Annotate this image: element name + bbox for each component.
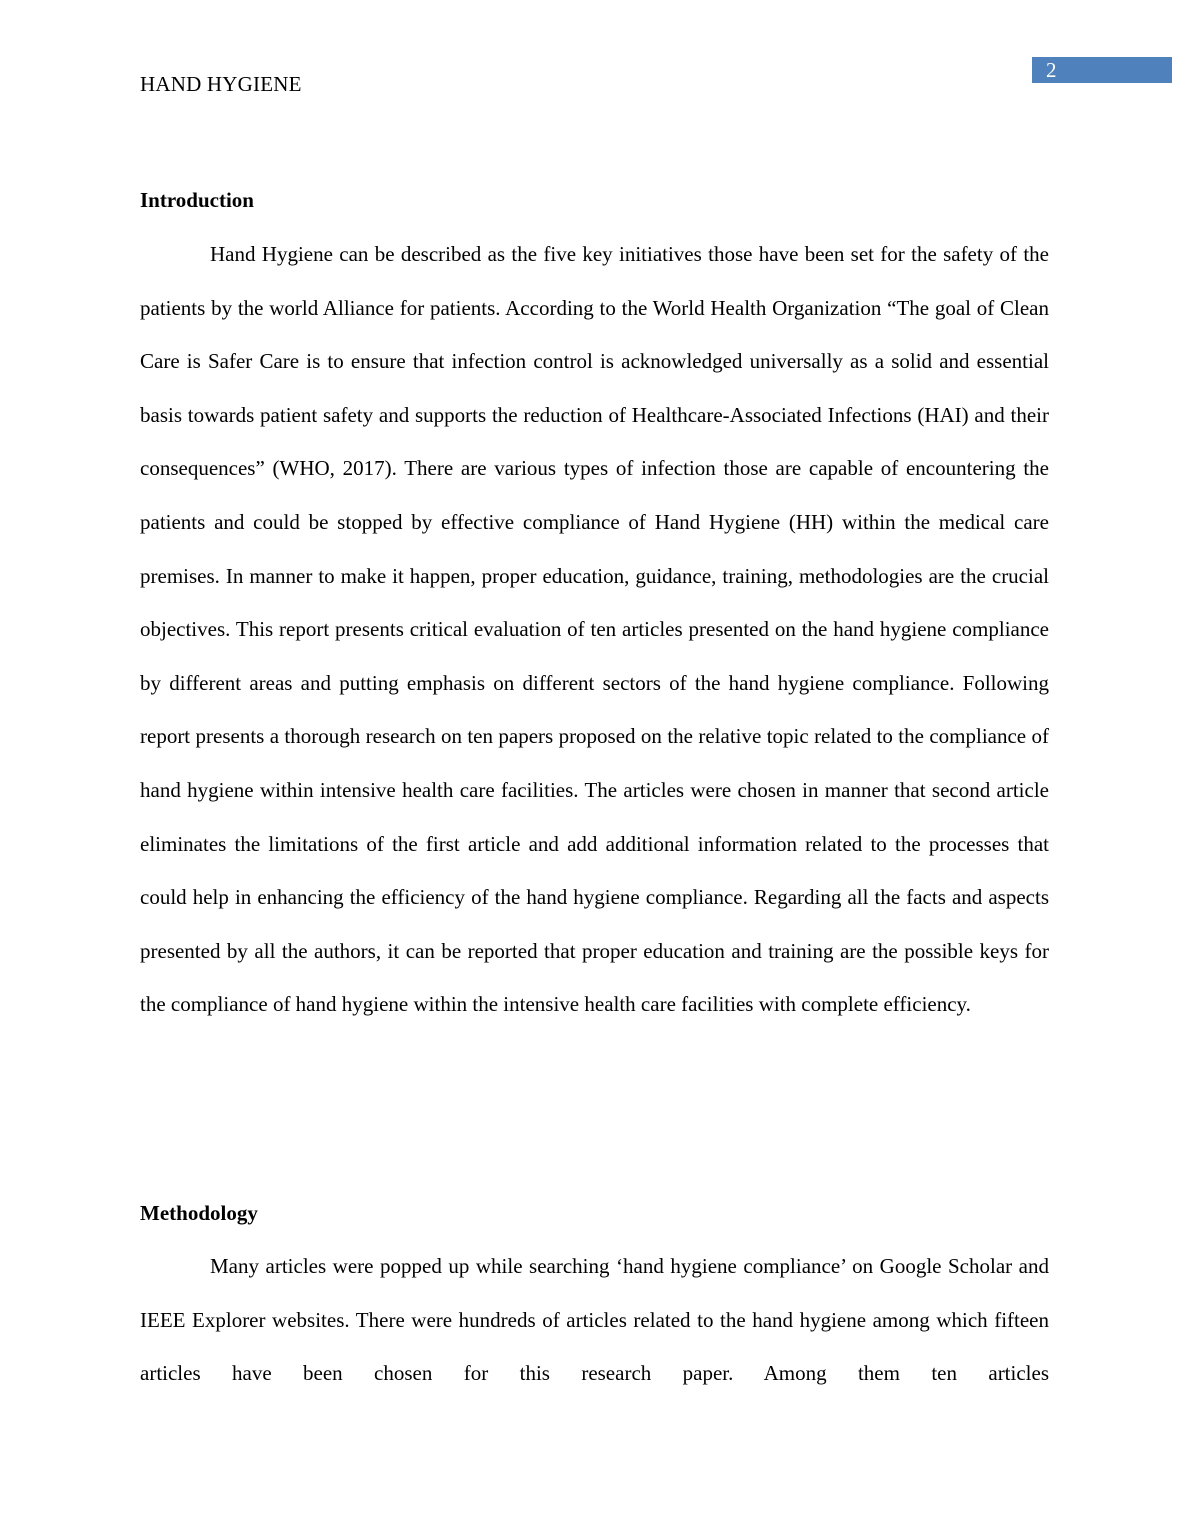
section-heading-introduction: Introduction	[140, 188, 254, 212]
running-head: HAND HYGIENE	[140, 72, 302, 96]
section-heading-methodology: Methodology	[140, 1201, 258, 1225]
methodology-paragraph: Many articles were popped up while searching ‘hand hygiene compliance’ on Google Scholar and IEEE Explorer websites. There were hundreds of articles related to the hand hygiene among which fifteen articles have been chosen for this research paper. Among them ten articles	[140, 1254, 1049, 1386]
page-number-badge	[1032, 57, 1172, 83]
introduction-paragraph: Hand Hygiene can be described as the five key initiatives those have been set for the safety of the patients by the world Alliance for patients. According to the World Health Organization “The goal of Clean Care is Safer Care is to ensure that infection control is acknowledged universally as a solid and essential basis towards patient safety and supports the reduction of Healthcare-Associated Infections (HAI) and their consequences” (WHO, 2017). There are various types of infection those are capable of encountering the patients and could be stopped by effective compliance of Hand Hygiene (HH) within the medical care premises. In manner to make it happen, proper education, guidance, training, methodologies are the crucial objectives. This report presents critical evaluation of ten articles presented on the hand hygiene compliance by different areas and putting emphasis on different sectors of the hand hygiene compliance. Following report presents a thorough research on ten papers proposed on the relative topic related to the compliance of hand hygiene within intensive health care facilities. The articles were chosen in manner that second article eliminates the limitations of the first article and add additional information related to the processes that could help in enhancing the efficiency of the hand hygiene compliance. Regarding all the facts and aspects presented by all the authors, it can be reported that proper education and training are the possible keys for the compliance of hand hygiene within the intensive health care facilities with complete efficiency.	[140, 242, 1049, 1017]
page-number: 2	[1046, 58, 1057, 82]
